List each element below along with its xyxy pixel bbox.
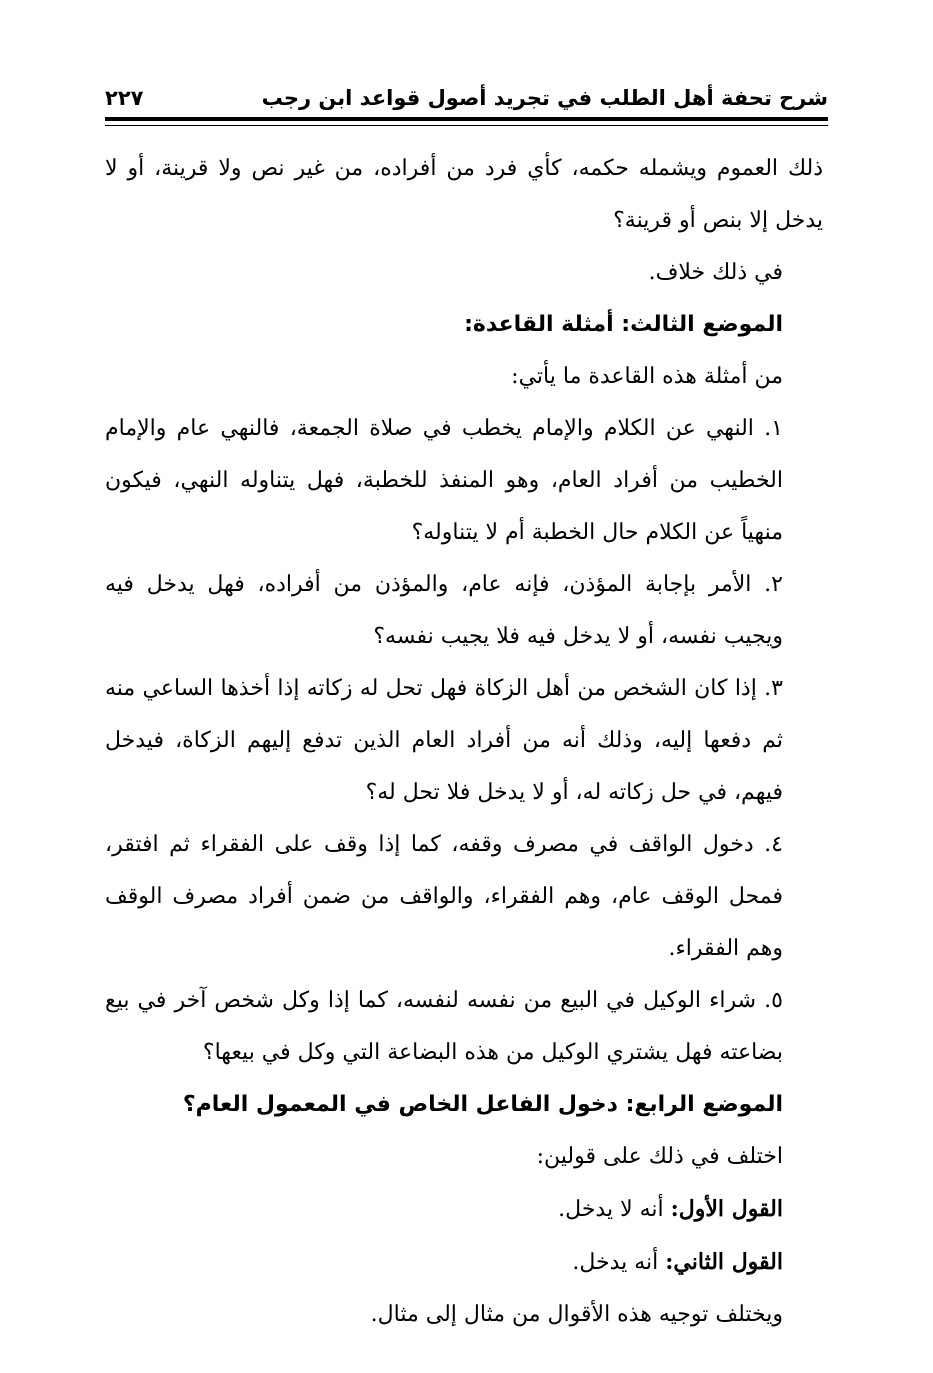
section-heading: الموضع الرابع: دخول الفاعل الخاص في المعمول العام؟	[182, 1092, 783, 1117]
opinion-text: أنه يدخل.	[572, 1250, 666, 1275]
page-number: ٢٢٧	[105, 86, 144, 110]
section-heading: الموضع الثالث: أمثلة القاعدة:	[464, 312, 783, 337]
opinion-label: القول الثاني:	[665, 1249, 783, 1275]
paragraph: من أمثلة هذه القاعدة ما يأتي:	[511, 364, 783, 389]
opinion-text: أنه لا يدخل.	[558, 1197, 671, 1222]
paragraph: ذلك العموم ويشمله حكمه، كأي فرد من أفراده، من غير نص ولا قرينة، أو لا يدخل إلا بنص أو قرينة؟	[105, 156, 823, 233]
opinion-item	[105, 1183, 823, 1236]
body-text	[105, 143, 823, 1341]
running-title: شرح تحفة أهل الطلب في تجريد أصول قواعد ابن رجب	[261, 86, 828, 110]
running-header	[105, 80, 828, 110]
opinion-item	[105, 1236, 823, 1289]
example-item: ١. النهي عن الكلام والإمام يخطب في صلاة الجمعة، فالنهي عام والإمام الخطيب من أفراد العام، وهو المنفذ للخطبة، فهل يتناوله النهي، فيكون منهياً عن الكلام حال الخطبة أم لا يتناوله؟	[105, 416, 783, 545]
opinion-label: القول الأول:	[670, 1196, 783, 1222]
example-item: ٤. دخول الواقف في مصرف وقفه، كما إذا وقف على الفقراء ثم افتقر، فمحل الوقف عام، وهم الفقراء، والواقف من ضمن أفراد مصرف الوقف وهم الفقراء.	[105, 832, 783, 961]
paragraph: ويختلف توجيه هذه الأقوال من مثال إلى مثال.	[370, 1302, 783, 1327]
example-item: ٣. إذا كان الشخص من أهل الزكاة فهل تحل له زكاته إذا أخذها الساعي منه ثم دفعها إليه، وذلك أنه من أفراد العام الذين تدفع إليهم الزكاة، فيدخل فيهم، في حل زكاته له، أو لا يدخل فلا تحل له؟	[105, 676, 783, 805]
example-item: ٥. شراء الوكيل في البيع من نفسه لنفسه، كما إذا وكل شخص آخر في بيع بضاعته فهل يشتري الوكيل من هذه البضاعة التي وكل في بيعها؟	[105, 988, 783, 1065]
paragraph: في ذلك خلاف.	[648, 260, 783, 285]
paragraph: اختلف في ذلك على قولين:	[536, 1144, 783, 1169]
example-item: ٢. الأمر بإجابة المؤذن، فإنه عام، والمؤذن من أفراده، فهل يدخل فيه ويجيب نفسه، أو لا يدخل فيه فلا يجيب نفسه؟	[105, 572, 783, 649]
header-rule-thin	[105, 125, 828, 126]
header-rule-thick	[105, 117, 828, 121]
